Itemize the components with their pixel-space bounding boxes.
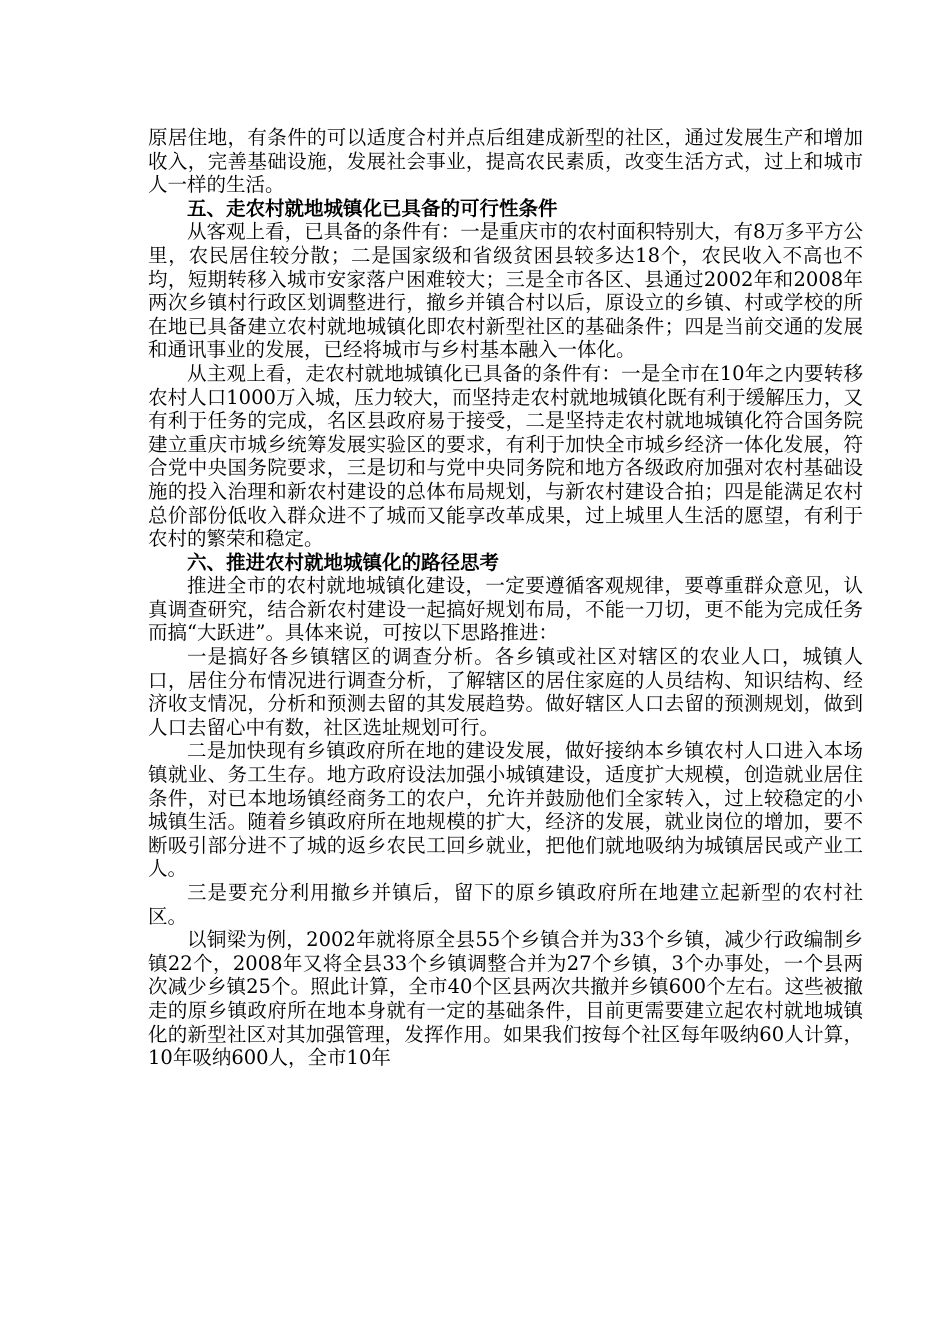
paragraph: 从客观上看，已具备的条件有：一是重庆市的农村面积特别大，有8万多平方公里，农民居住较分散；二是国家级和省级贫困县较多达18个，农民收入不高也不均，短期转移入城市安家落户困难较大；三是全市各区、县通过2002年和2008年两次乡镇村行政区划调整进行，撤乡并镇合村以后，原设立的乡镇、村或学校的所在地已具备建立农村就地城镇化即农村新型社区的基础条件；四是当前交通的发展和通讯事业的发展，已经将城市与乡村基本融入一体化。 xyxy=(148,220,863,362)
document-body xyxy=(148,126,863,1070)
paragraph: 一是搞好各乡镇辖区的调查分析。各乡镇或社区对辖区的农业人口，城镇人口，居住分布情况进行调查分析，了解辖区的居住家庭的人员结构、知识结构、经济收支情况，分析和预测去留的其发展趋势。做好辖区人口去留的预测规划，做到人口去留心中有数，社区选址规划可行。 xyxy=(148,645,863,739)
section-heading: 六、推进农村就地城镇化的路径思考 xyxy=(187,550,500,574)
paragraph: 推进全市的农村就地城镇化建设，一定要遵循客观规律，要尊重群众意见，认真调查研究，结合新农村建设一起搞好规划布局，不能一刀切，更不能为完成任务而搞“大跃进”。具体来说，可按以下思路推进： xyxy=(148,574,863,645)
paragraph: 以铜梁为例，2002年就将原全县55个乡镇合并为33个乡镇，减少行政编制乡镇22个，2008年又将全县33个乡镇调整合并为27个乡镇，3个办事处，一个县两次减少乡镇25个。照此计算，全市40个区县两次共撤并乡镇600个左右。这些被撤走的原乡镇政府所在地本身就有一定的基础条件，目前更需要建立起农村就地城镇化的新型社区对其加强管理，发挥作用。如果我们按每个社区每年吸纳60人计算，10年吸纳600人，全市10年 xyxy=(148,928,863,1070)
paragraph: 二是加快现有乡镇政府所在地的建设发展，做好接纳本乡镇农村人口进入本场镇就业、务工生存。地方政府设法加强小城镇建设，适度扩大规模，创造就业居住条件，对已本地场镇经商务工的农户，允许并鼓励他们全家转入，过上较稳定的小城镇生活。随着乡镇政府所在地规模的扩大，经济的发展，就业岗位的增加，要不断吸引部分进不了城的返乡农民工回乡就业，把他们就地吸纳为城镇居民或产业工人。 xyxy=(148,739,863,881)
paragraph: 从主观上看，走农村就地城镇化已具备的条件有：一是全市在10年之内要转移农村人口1000万入城，压力较大，而坚持走农村就地城镇化既有利于缓解压力，又有利于任务的完成，名区县政府易于接受，二是坚持走农村就地城镇化符合国务院建立重庆市城乡统筹发展实验区的要求，有利于加快全市城乡经济一体化发展，符合党中央国务院要求，三是切和与党中央同务院和地方各级政府加强对农村基础设施的投入治理和新农村建设的总体布局规划，与新农村建设合拍；四是能满足农村总价部份低收入群众进不了城而又能享改革成果，过上城里人生活的愿望，有利于农村的繁荣和稳定。 xyxy=(148,361,863,551)
paragraph: 三是要充分利用撤乡并镇后，留下的原乡镇政府所在地建立起新型的农村社区。 xyxy=(148,881,863,928)
section-heading: 五、走农村就地城镇化已具备的可行性条件 xyxy=(187,196,558,220)
paragraph: 原居住地，有条件的可以适度合村并点后组建成新型的社区，通过发展生产和增加收入，完善基础设施，发展社会事业，提高农民素质，改变生活方式，过上和城市人一样的生活。 xyxy=(148,126,863,197)
